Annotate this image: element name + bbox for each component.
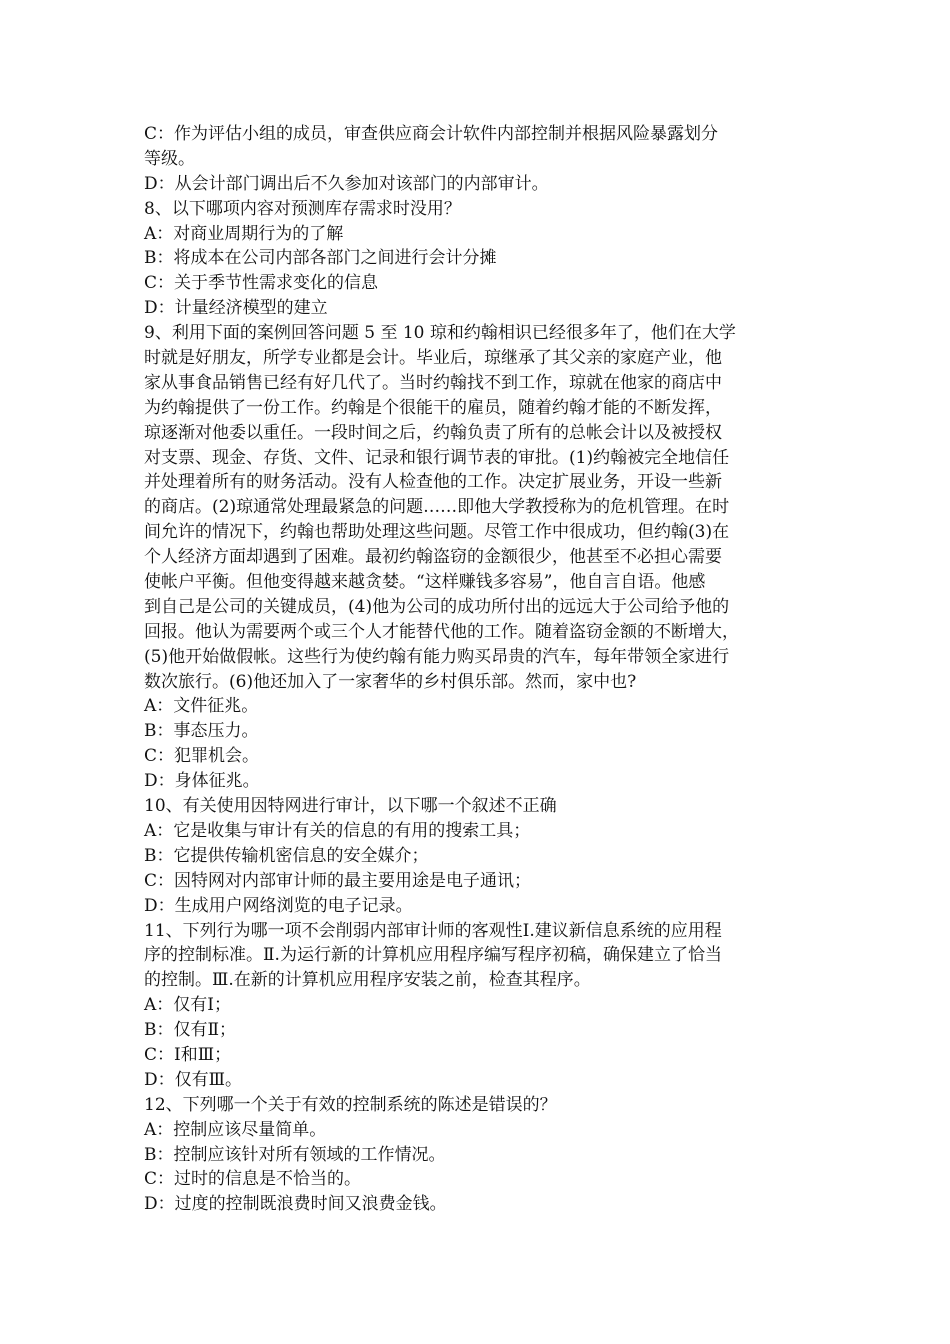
option-line: B：事态压力。 (144, 721, 259, 742)
text-line: 的控制。Ⅲ.在新的计算机应用程序安装之前，检查其程序。 (144, 970, 591, 991)
option-line: B：仅有Ⅱ； (144, 1020, 237, 1041)
text-line: 到自己是公司的关键成员，(4)他为公司的成功所付出的远远大于公司给予他的 (144, 596, 730, 617)
option-line: C：犯罪机会。 (144, 746, 260, 767)
option-line: D：计量经济模型的建立 (144, 298, 328, 319)
text-line: (5)他开始做假帐。这些行为使约翰有能力购买昂贵的汽车，每年带领全家进行 (144, 646, 730, 667)
option-line: D：过度的控制既浪费时间又浪费金钱。 (144, 1194, 447, 1215)
question-title: 11、下列行为哪一项不会削弱内部审计师的客观性Ⅰ.建议新信息系统的应用程 (144, 920, 722, 941)
text-line: 间允许的情况下，约翰也帮助处理这些问题。尽管工作中很成功，但约翰(3)在 (144, 522, 730, 543)
option-line: A：仅有Ⅰ； (144, 995, 231, 1016)
option-line: B：将成本在公司内部各部门之间进行会计分摊 (144, 248, 497, 269)
option-line: A：文件征兆。 (144, 696, 259, 717)
text-line: 数次旅行。(6)他还加入了一家奢华的乡村俱乐部。然而，家中也? (144, 671, 637, 692)
text-line: 等级。 (144, 148, 195, 169)
document-body (144, 122, 816, 1217)
option-line: A：控制应该尽量简单。 (144, 1119, 327, 1140)
option-line: B：它提供传输机密信息的安全媒介； (144, 845, 429, 866)
text-line: 的商店。(2)琼通常处理最紧急的问题……即他大学教授称为的危机管理。在时 (144, 497, 730, 518)
text-line: 为约翰提供了一份工作。约翰是个很能干的雇员，随着约翰才能的不断发挥， (144, 397, 722, 418)
question-title: 10、有关使用因特网进行审计，以下哪一个叙述不正确 (144, 796, 557, 817)
text-line: 回报。他认为需要两个或三个人才能替代他的工作。随着盗窃金额的不断增大， (144, 621, 739, 642)
question-title: 9、利用下面的案例回答问题 5 至 10 琼和约翰相识已经很多年了，他们在大学 (144, 323, 736, 344)
text-line: D：从会计部门调出后不久参加对该部门的内部审计。 (144, 173, 549, 194)
option-line: D：身体征兆。 (144, 771, 260, 792)
text-line: 序的控制标准。Ⅱ.为运行新的计算机应用程序编写程序初稿，确保建立了恰当 (144, 945, 722, 966)
option-line: C：过时的信息是不恰当的。 (144, 1169, 362, 1190)
option-line: C：因特网对内部审计师的最主要用途是电子通讯； (144, 870, 532, 891)
question-title: 8、以下哪项内容对预测库存需求时没用？ (144, 198, 461, 219)
option-line: C：Ⅰ和Ⅲ； (144, 1044, 232, 1065)
text-line: 琼逐渐对他委以重任。一段时间之后，约翰负责了所有的总帐会计以及被授权 (144, 422, 722, 443)
text-line: 个人经济方面却遇到了困难。最初约翰盗窃的金额很少，他甚至不必担心需要 (144, 547, 722, 568)
option-line: D：仅有Ⅲ。 (144, 1069, 243, 1090)
option-line: D：生成用户网络浏览的电子记录。 (144, 895, 413, 916)
text-line: 对支票、现金、存货、文件、记录和银行调节表的审批。(1)约翰被完全地信任 (144, 447, 730, 468)
option-line: A：它是收集与审计有关的信息的有用的搜索工具； (144, 820, 531, 841)
text-line: 并处理着所有的财务活动。没有人检查他的工作。决定扩展业务，开设一些新 (144, 472, 722, 493)
text-line: C：作为评估小组的成员，审查供应商会计软件内部控制并根据风险暴露划分 (144, 124, 719, 144)
text-line: 使帐户平衡。但他变得越来越贪婪。“这样赚钱多容易”，他自言自语。他感 (144, 572, 706, 593)
option-line: C：关于季节性需求变化的信息 (144, 273, 379, 294)
option-line: B：控制应该针对所有领域的工作情况。 (144, 1144, 446, 1165)
text-line: 时就是好朋友，所学专业都是会计。毕业后，琼继承了其父亲的家庭产业，他 (144, 348, 722, 369)
question-title: 12、下列哪一个关于有效的控制系统的陈述是错误的？ (144, 1094, 557, 1115)
text-line: 家从事食品销售已经有好几代了。当时约翰找不到工作，琼就在他家的商店中 (144, 372, 722, 393)
option-line: A：对商业周期行为的了解 (144, 223, 344, 244)
